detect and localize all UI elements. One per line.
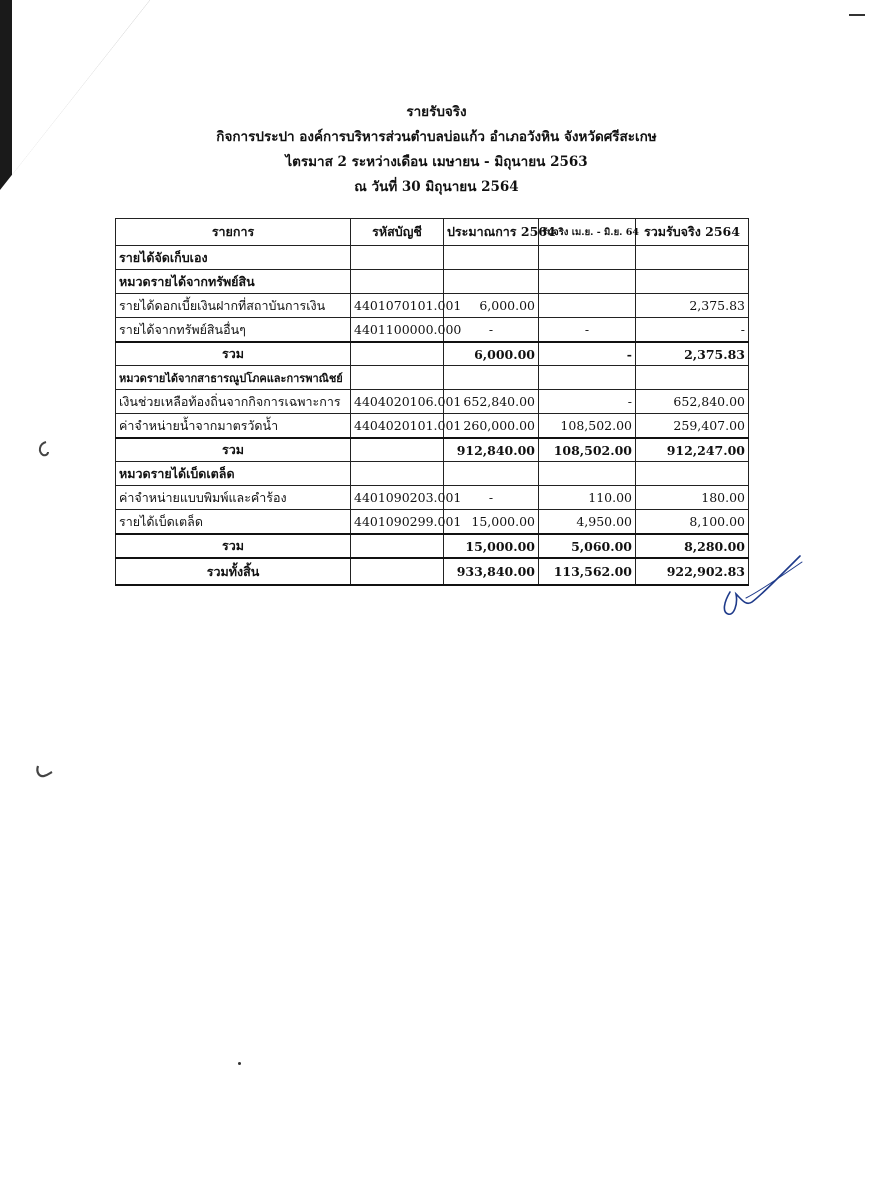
subtotal-label: รวม [116, 342, 351, 366]
header-total: รวมรับจริง 2564 [636, 219, 749, 246]
grand-total-budget: 933,840.00 [444, 558, 539, 585]
row-total: 2,375.83 [636, 294, 749, 318]
group-title-row [116, 462, 749, 486]
subtotal-actual: 108,502.00 [539, 438, 636, 462]
row-actual: 4,950.00 [539, 510, 636, 535]
row-total: 8,100.00 [636, 510, 749, 535]
row-code: 4401090299.001 [351, 510, 444, 535]
table-row [116, 390, 749, 414]
header-code: รหัสบัญชี [351, 219, 444, 246]
scan-mark [849, 14, 865, 16]
group-title: หมวดรายได้จากสาธารณูปโภคและการพาณิชย์ [116, 366, 351, 390]
document-header [0, 100, 873, 200]
organization-line: กิจการประปา องค์การบริหารส่วนตำบลบ่อแก้ว อำเภอวังหิน จังหวัดศรีสะเกษ [216, 129, 657, 145]
row-item: เงินช่วยเหลือท้องถิ่นจากกิจการเฉพาะการ [116, 390, 351, 414]
row-item: ค่าจำหน่ายน้ำจากมาตรวัดน้ำ [116, 414, 351, 439]
row-code: 4401090203.001 [351, 486, 444, 510]
scan-speck [238, 1062, 241, 1065]
subtotal-total: 8,280.00 [636, 534, 749, 558]
subtotal-label: รวม [116, 438, 351, 462]
table-row [116, 414, 749, 439]
row-budget: 260,000.00 [444, 414, 539, 439]
row-actual: - [539, 390, 636, 414]
grand-total-actual: 113,562.00 [539, 558, 636, 585]
document-title: รายรับจริง [406, 104, 467, 120]
table-row [116, 486, 749, 510]
row-total: - [636, 318, 749, 343]
table-row [116, 510, 749, 535]
period-line: ไตรมาส 2 ระหว่างเดือน เมษายน - มิถุนายน 2563 [285, 154, 588, 170]
table-row [116, 318, 749, 343]
row-item: รายได้เบ็ดเตล็ด [116, 510, 351, 535]
subtotal-budget: 912,840.00 [444, 438, 539, 462]
subtotal-row [116, 342, 749, 366]
subtotal-label: รวม [116, 534, 351, 558]
row-code: 4404020101.001 [351, 414, 444, 439]
subtotal-total: 2,375.83 [636, 342, 749, 366]
row-code: 4401100000.000 [351, 318, 444, 343]
row-code: 4404020106.001 [351, 390, 444, 414]
subtotal-row [116, 534, 749, 558]
revenue-table [115, 218, 749, 586]
table-header-row [116, 219, 749, 246]
row-budget: 6,000.00 [444, 294, 539, 318]
row-item: รายได้ดอกเบี้ยเงินฝากที่สถาบันการเงิน [116, 294, 351, 318]
row-code: 4401070101.001 [351, 294, 444, 318]
handwritten-signature [716, 548, 806, 620]
subtotal-budget: 6,000.00 [444, 342, 539, 366]
section-label: รายได้จัดเก็บเอง [116, 246, 351, 270]
binder-hole-mark [34, 764, 54, 780]
row-budget: 652,840.00 [444, 390, 539, 414]
table-row [116, 294, 749, 318]
row-item: ค่าจำหน่ายแบบพิมพ์และคำร้อง [116, 486, 351, 510]
group-title: หมวดรายได้เบ็ดเตล็ด [116, 462, 351, 486]
binder-hole-mark [36, 440, 50, 458]
header-item: รายการ [116, 219, 351, 246]
row-budget: 15,000.00 [444, 510, 539, 535]
grand-total-label: รวมทั้งสิ้น [116, 558, 351, 585]
header-actual: รับจริง เม.ย. - มิ.ย. 64 [539, 219, 636, 246]
row-total: 180.00 [636, 486, 749, 510]
date-line: ณ วันที่ 30 มิถุนายน 2564 [354, 179, 519, 195]
row-actual: 110.00 [539, 486, 636, 510]
section-row-own-revenue [116, 246, 749, 270]
grand-total-total: 922,902.83 [636, 558, 749, 585]
group-title-row [116, 270, 749, 294]
row-total: 259,407.00 [636, 414, 749, 439]
subtotal-row [116, 438, 749, 462]
row-actual: - [539, 318, 636, 343]
row-actual [539, 294, 636, 318]
group-title: หมวดรายได้จากทรัพย์สิน [116, 270, 351, 294]
row-budget: - [444, 486, 539, 510]
subtotal-actual: - [539, 342, 636, 366]
subtotal-total: 912,247.00 [636, 438, 749, 462]
subtotal-budget: 15,000.00 [444, 534, 539, 558]
header-budget: ประมาณการ 2564 [444, 219, 539, 246]
grand-total-row [116, 558, 749, 585]
row-actual: 108,502.00 [539, 414, 636, 439]
subtotal-actual: 5,060.00 [539, 534, 636, 558]
group-title-row [116, 366, 749, 390]
row-item: รายได้จากทรัพย์สินอื่นๆ [116, 318, 351, 343]
row-total: 652,840.00 [636, 390, 749, 414]
row-budget: - [444, 318, 539, 343]
